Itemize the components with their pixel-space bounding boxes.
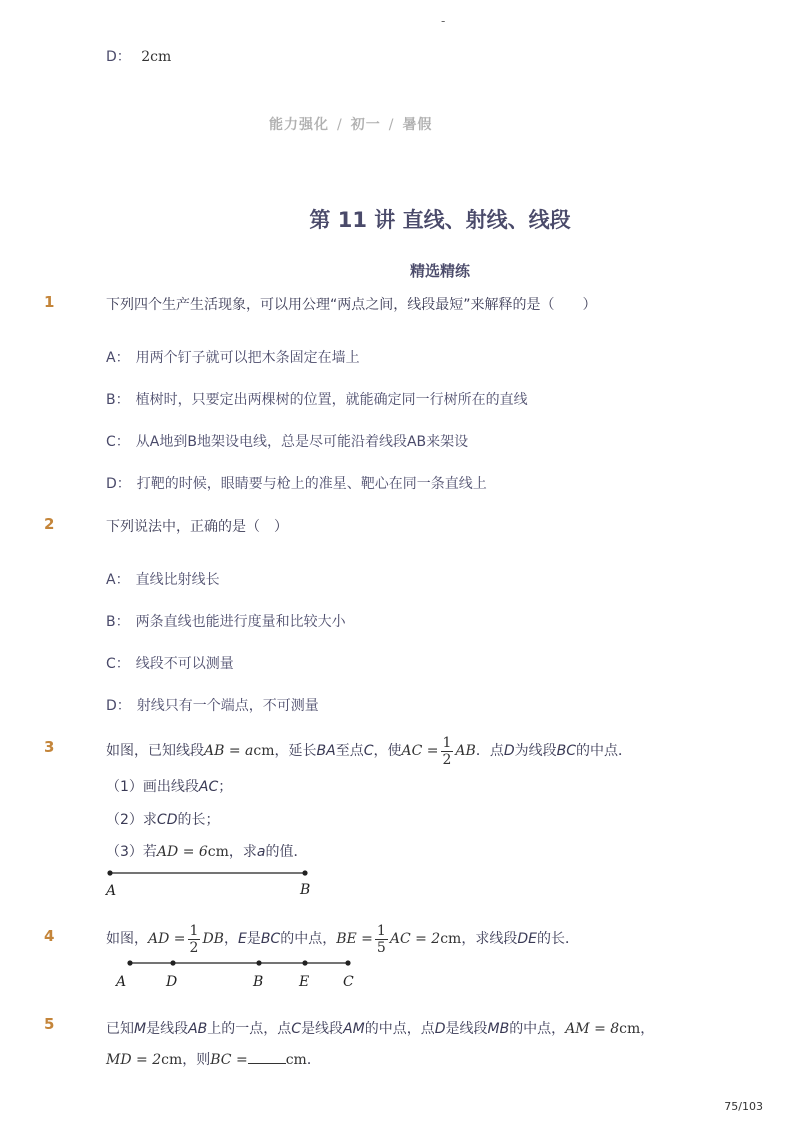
- breadcrumb-item: 初一: [350, 117, 381, 133]
- breadcrumb-item: 暑假: [402, 117, 433, 133]
- text: 的中点，: [280, 931, 337, 947]
- variable: AC: [198, 779, 219, 795]
- question-number: 4: [44, 927, 55, 945]
- question-text: [106, 921, 579, 957]
- option-label: D：: [106, 49, 131, 65]
- point-label: B: [300, 882, 311, 898]
- point-marker: [345, 960, 350, 965]
- option-label: C：: [106, 434, 130, 450]
- lecture-title: 第 11 讲 直线、射线、线段: [309, 208, 571, 232]
- point-label: C: [343, 974, 354, 990]
- option-label: D：: [106, 476, 131, 492]
- sub-question: [106, 841, 308, 861]
- text: 为线段: [514, 743, 557, 759]
- math-expr: AM = 8: [565, 1021, 620, 1037]
- text: 的中点，点: [364, 1021, 435, 1037]
- option-label: A：: [106, 572, 130, 588]
- math-expr: BE =: [336, 931, 373, 947]
- fraction-denominator: 5: [376, 939, 386, 956]
- breadcrumb: [269, 114, 432, 134]
- text: （1）画出线段: [106, 779, 199, 795]
- text: 的长．: [536, 931, 579, 947]
- option-d: [106, 473, 487, 493]
- variable: a: [256, 844, 266, 860]
- top-mark: -: [441, 14, 446, 28]
- option-text: 两条直线也能进行度量和比较大小: [135, 614, 346, 630]
- text: 如图，: [106, 931, 148, 947]
- fraction: [375, 923, 388, 956]
- variable: MB: [487, 1021, 510, 1037]
- point-marker: [256, 960, 261, 965]
- option-label: A：: [106, 350, 130, 366]
- sub-question: [106, 776, 232, 796]
- math-unit: cm: [207, 844, 229, 860]
- point-label: D: [166, 974, 178, 990]
- math-unit: cm: [619, 1021, 641, 1037]
- text: ；: [218, 779, 233, 795]
- math-unit: cm: [253, 743, 275, 759]
- option-label: C：: [106, 656, 130, 672]
- math-expr: AD = 6: [156, 844, 208, 860]
- point-label: A: [106, 883, 117, 899]
- text: ，则: [182, 1052, 211, 1068]
- question-text: [106, 1014, 746, 1076]
- previous-option-d: [106, 46, 171, 66]
- question-number: 3: [44, 738, 55, 756]
- segment-figure: [110, 955, 370, 991]
- fraction-numerator: 1: [442, 734, 452, 751]
- question-text: [106, 733, 632, 769]
- math-expr: AB: [455, 743, 476, 759]
- question-number: 2: [44, 515, 55, 533]
- text: 的中点．: [576, 743, 632, 759]
- option-label: B：: [106, 614, 130, 630]
- text: 是: [246, 931, 261, 947]
- text: 是线段: [301, 1021, 344, 1037]
- point-label: A: [116, 974, 127, 990]
- math-expr: AC = 2: [389, 931, 441, 947]
- option-text: 用两个钉子就可以把木条固定在墙上: [135, 350, 360, 366]
- text: 已知: [106, 1021, 134, 1037]
- math-unit: cm: [285, 1052, 307, 1068]
- text: ，求: [228, 844, 257, 860]
- option-c: [106, 431, 468, 451]
- variable: D: [434, 1021, 446, 1037]
- variable: BA: [316, 743, 336, 759]
- point-marker: [127, 960, 132, 965]
- text: ．: [306, 1052, 321, 1068]
- variable: BC: [260, 931, 281, 947]
- option-a: [106, 347, 360, 367]
- point-label: B: [253, 974, 264, 990]
- text: 的长；: [177, 812, 220, 828]
- option-label: D：: [106, 698, 131, 714]
- answer-blank: [248, 1051, 286, 1064]
- text: ，延长: [274, 743, 317, 759]
- option-c: [106, 653, 234, 673]
- text: ，: [640, 1021, 655, 1037]
- text: ，求线段: [461, 931, 518, 947]
- text: ．点: [475, 743, 504, 759]
- text: 是线段: [445, 1021, 488, 1037]
- variable: AB: [188, 1021, 208, 1037]
- question-number: 1: [44, 293, 55, 311]
- math-expr: AC =: [401, 743, 439, 759]
- option-label: B：: [106, 392, 130, 408]
- option-b: [106, 611, 346, 631]
- breadcrumb-item: 能力强化: [269, 117, 329, 133]
- fraction-denominator: 2: [442, 751, 452, 768]
- text: 的值．: [265, 844, 308, 860]
- fraction-denominator: 2: [189, 939, 199, 956]
- text: ，: [223, 931, 238, 947]
- math-expr: BC =: [210, 1052, 248, 1068]
- variable: D: [503, 743, 515, 759]
- text: 是线段: [146, 1021, 189, 1037]
- point-marker: [170, 960, 175, 965]
- point-marker: [302, 960, 307, 965]
- fraction-numerator: 1: [189, 922, 199, 939]
- option-text: 植树时，只要定出两棵树的位置，就能确定同一行树所在的直线: [135, 392, 528, 408]
- point-marker: [107, 870, 112, 875]
- point-label: E: [299, 974, 310, 990]
- text: ，使: [373, 743, 402, 759]
- math-expr: DB: [202, 931, 224, 947]
- option-text: 打靶的时候，眼睛要与枪上的准星、靶心在同一条直线上: [136, 476, 487, 492]
- option-text: 线段不可以测量: [135, 656, 234, 672]
- math-expr: AD =: [148, 931, 186, 947]
- option-d: [106, 695, 319, 715]
- breadcrumb-separator: /: [337, 117, 343, 133]
- segment-figure: [100, 864, 320, 900]
- text: （3）若: [106, 844, 157, 860]
- question-text: 下列说法中，正确的是（ ）: [106, 519, 288, 535]
- option-text: 从A地到B地架设电线，总是尽可能沿着线段AB来架设: [135, 434, 469, 450]
- math-expr: MD = 2: [106, 1052, 162, 1068]
- text: 至点: [335, 743, 364, 759]
- text: 上的一点，点: [207, 1021, 292, 1037]
- option-value: 2cm: [141, 49, 172, 65]
- option-text: 直线比射线长: [135, 572, 220, 588]
- text: （2）求: [106, 812, 157, 828]
- question-text: 下列四个生产生活现象，可以用公理“两点之间，线段最短”来解释的是（ ）: [106, 297, 597, 313]
- variable: C: [363, 743, 374, 759]
- option-text: 射线只有一个端点，不可测量: [136, 698, 319, 714]
- variable: C: [291, 1021, 302, 1037]
- section-title: 精选精练: [409, 262, 470, 280]
- option-b: [106, 389, 528, 409]
- fraction-numerator: 1: [376, 922, 386, 939]
- variable: AM: [343, 1021, 365, 1037]
- page-number: 75/103: [724, 1100, 763, 1113]
- variable: DE: [517, 931, 537, 947]
- option-a: [106, 569, 220, 589]
- variable: E: [237, 931, 247, 947]
- question-number: 5: [44, 1015, 55, 1033]
- text: 如图，已知线段: [106, 743, 204, 759]
- fraction: [441, 735, 454, 768]
- math-unit: cm: [161, 1052, 183, 1068]
- math-unit: cm: [440, 931, 462, 947]
- variable: M: [134, 1021, 147, 1037]
- variable: BC: [556, 743, 576, 759]
- text: 的中点，: [509, 1021, 566, 1037]
- sub-question: [106, 809, 219, 829]
- point-marker: [302, 870, 307, 875]
- fraction: [188, 923, 201, 956]
- breadcrumb-separator: /: [388, 117, 395, 133]
- math-expr: AB = a: [204, 743, 254, 759]
- variable: CD: [156, 812, 178, 828]
